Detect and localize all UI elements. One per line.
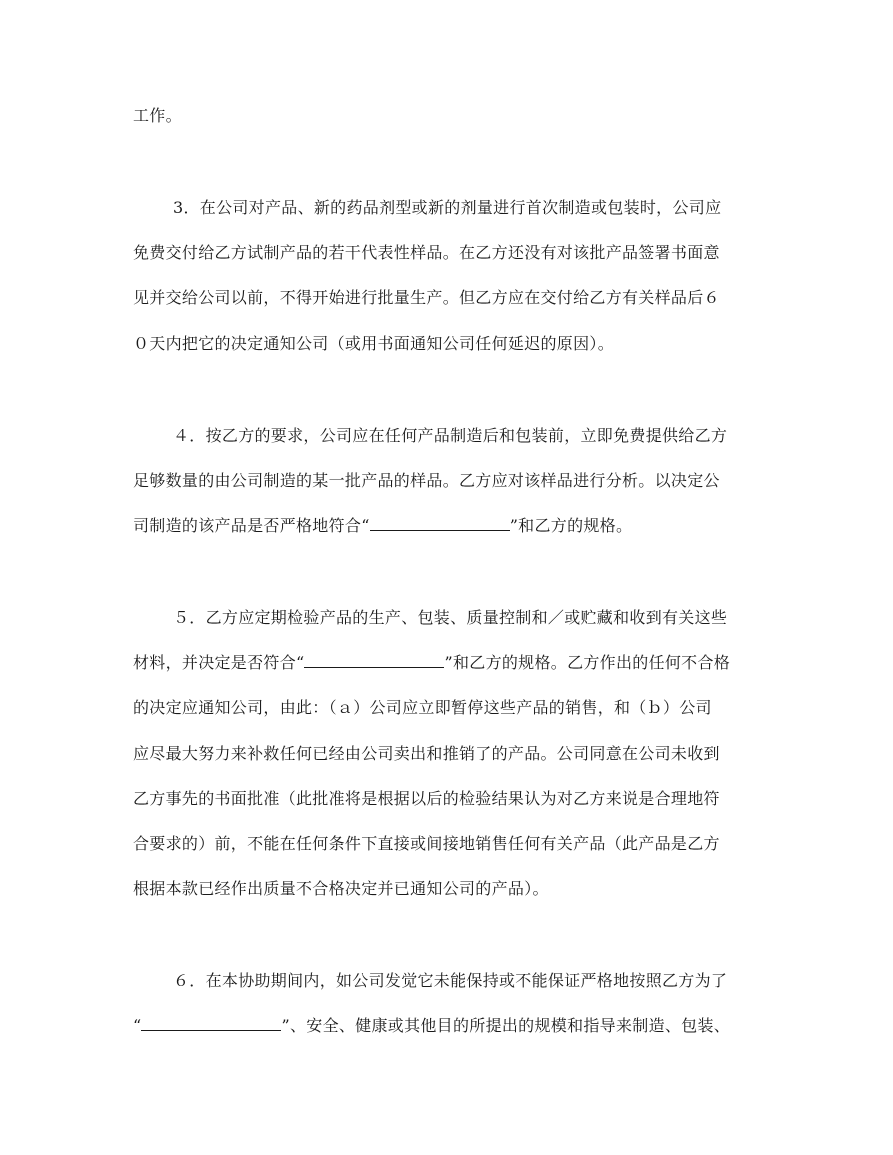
fill-in-blank xyxy=(141,1016,281,1031)
paragraph-3-line-4: ０天内把它的决定通知公司（或用书面通知公司任何延迟的原因）。 xyxy=(133,334,615,353)
paragraph-3-line-3: 见并交给公司以前，不得开始进行批量生产。但乙方应在交付给乙方有关样品后６ xyxy=(133,288,720,307)
paragraph-3-line-1: 3．在公司对产品、新的药品剂型或新的剂量进行首次制造或包装时，公司应 xyxy=(173,198,722,217)
paragraph-5-line-2: 材料，并决定是否符合“ ”和乙方的规格。乙方作出的任何不合格 xyxy=(133,653,731,672)
paragraph-3-line-2: 免费交付给乙方试制产品的若干代表性样品。在乙方还没有对该批产品签署书面意 xyxy=(133,243,720,262)
paragraph-5-line-1: ５．乙方应定期检验产品的生产、包装、质量控制和／或贮藏和收到有关这些 xyxy=(173,608,728,627)
paragraph-5-line-3: 的决定应通知公司，由此：（ａ）公司应立即暂停这些产品的销售，和（ｂ）公司 xyxy=(133,698,712,717)
paragraph-6-line-1: ６．在本协助期间内，如公司发觉它未能保持或不能保证严格地按照乙方为了 xyxy=(173,971,728,990)
paragraph-5-line-5: 乙方事先的书面批准（此批准将是根据以后的检验结果认为对乙方来说是合理地符 xyxy=(133,789,720,808)
paragraph-4-line-2: 足够数量的由公司制造的某一批产品的样品。乙方应对该样品进行分析。以决定公 xyxy=(133,471,720,490)
paragraph-4-line-1: ４．按乙方的要求，公司应在任何产品制造后和包装前，立即免费提供给乙方 xyxy=(173,426,728,445)
paragraph-4-line-3: 司制造的该产品是否严格地符合“ ”和乙方的规格。 xyxy=(133,516,633,535)
paragraph-6-line-2: “ ”、安全、健康或其他目的所提出的规模和指导来制造、包装、 xyxy=(133,1016,731,1035)
fill-in-blank xyxy=(304,653,444,668)
paragraph-5-line-6: 合要求的）前，不能在任何条件下直接或间接地销售任何有关产品（此产品是乙方 xyxy=(133,834,720,853)
paragraph-5-line-4: 应尽最大努力来补救任何已经由公司卖出和推销了的产品。公司同意在公司未收到 xyxy=(133,744,720,763)
paragraph-5-line-7: 根据本款已经作出质量不合格决定并已通知公司的产品）。 xyxy=(133,879,549,898)
paragraph-2-tail: 工作。 xyxy=(133,106,182,125)
fill-in-blank xyxy=(370,516,510,531)
